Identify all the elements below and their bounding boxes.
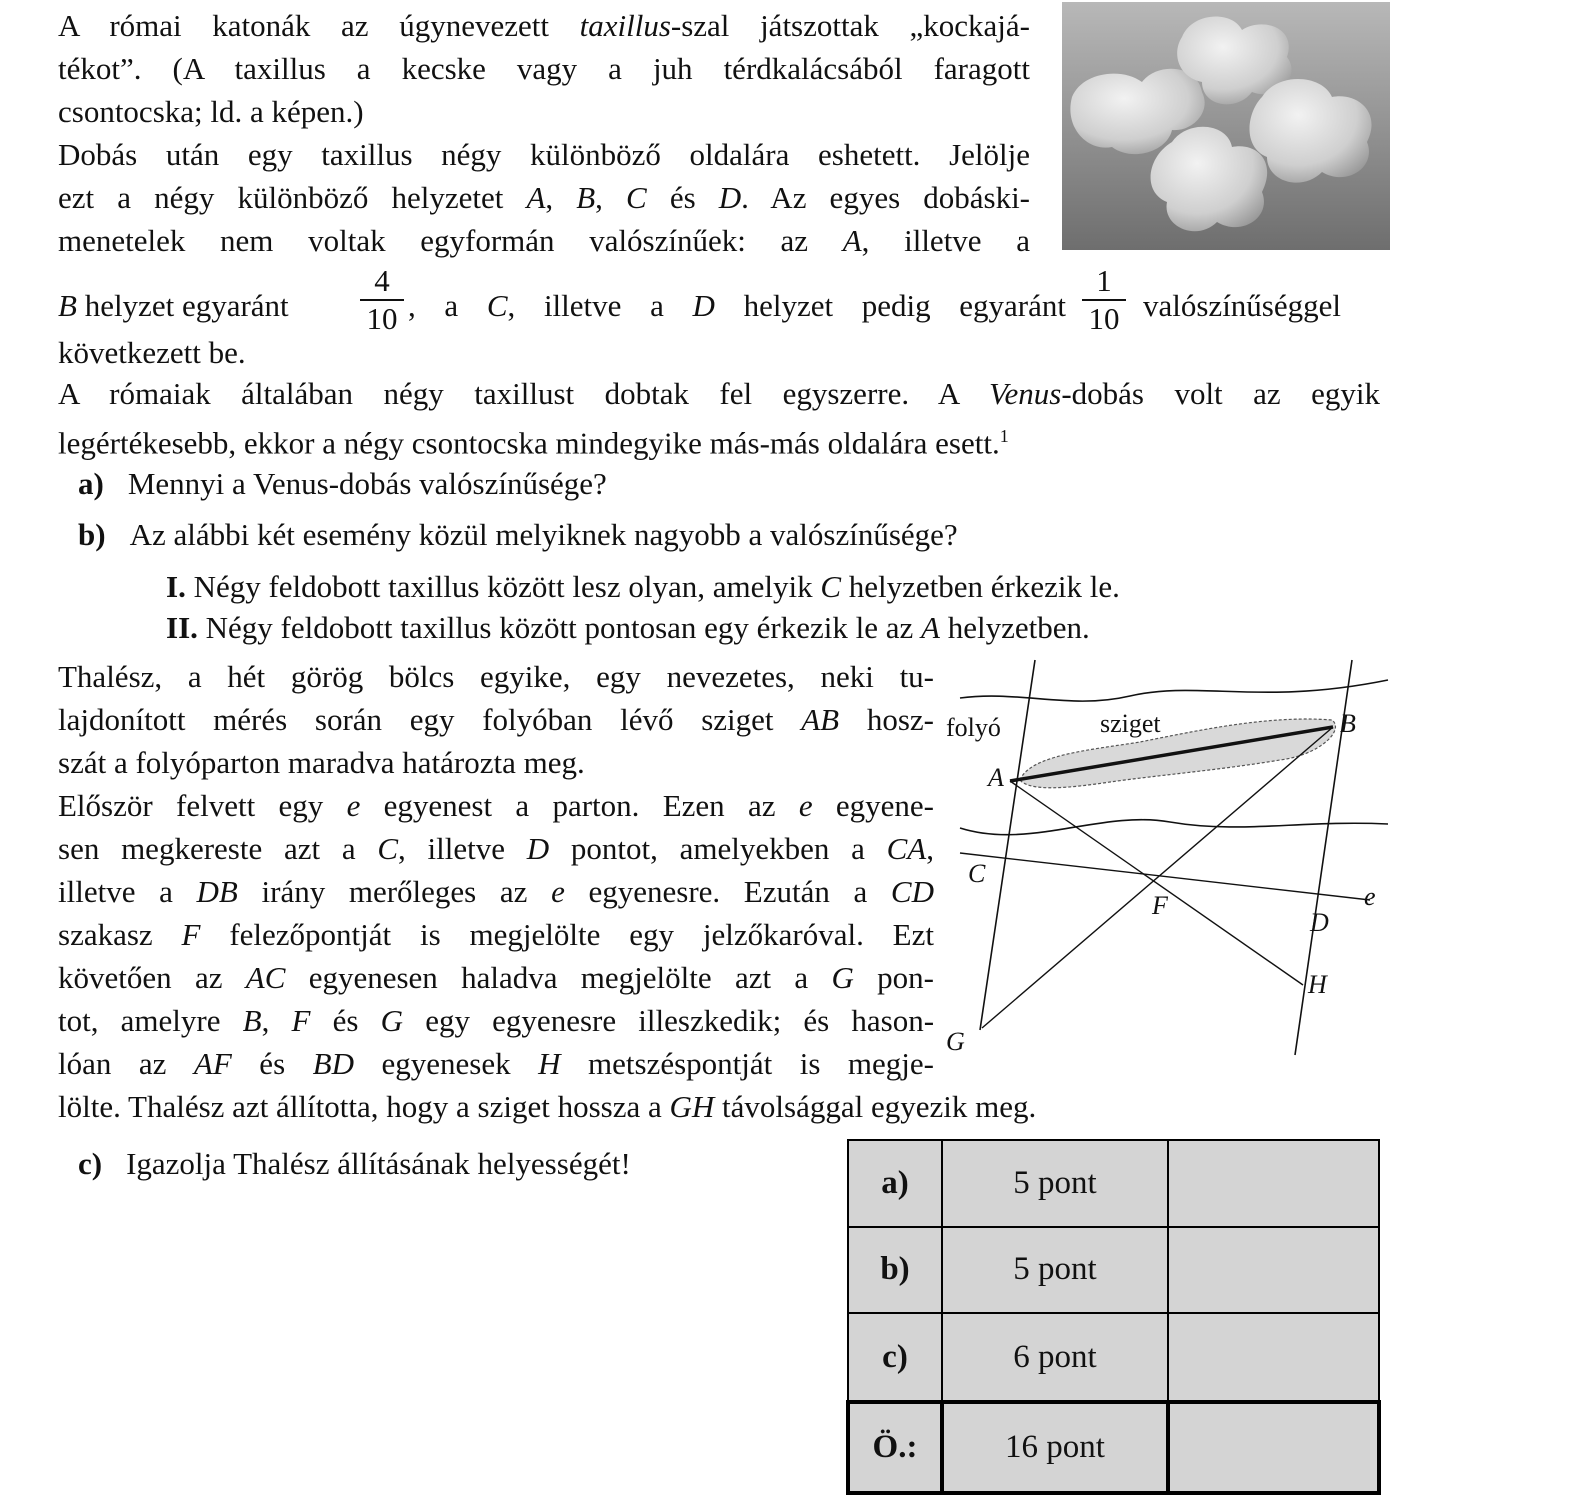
row-label: b) bbox=[848, 1227, 942, 1314]
score-row-c bbox=[848, 1313, 1379, 1402]
row-score-cell[interactable] bbox=[1168, 1140, 1379, 1227]
row-score-cell[interactable] bbox=[1168, 1402, 1379, 1493]
intro-line-10: legértékesebb, ekkor a négy csontocska mindegyike más-más oldalára esett.$^1$ bbox=[58, 425, 1009, 461]
intro-line-7-end: valószínűséggel bbox=[1143, 288, 1342, 323]
thales-line-10: lóan az AF és BD egyenesek H metszéspontját is megje- bbox=[58, 1046, 935, 1081]
row-points: 16 pont bbox=[942, 1402, 1168, 1493]
thales-figure bbox=[946, 660, 1388, 1078]
label-e: e bbox=[1364, 882, 1376, 911]
label-F: F bbox=[1152, 891, 1168, 920]
footnote-mark: 1 bbox=[999, 426, 1009, 446]
score-row-b bbox=[848, 1227, 1379, 1314]
intro-line-9: A rómaiak általában négy taxillust dobtak fel egyszerre. A Venus-dobás volt az egyik bbox=[58, 376, 1380, 411]
label-C: C bbox=[968, 859, 986, 888]
fraction-4-10: $\frac{4}{10}$ bbox=[360, 263, 404, 337]
label-river: folyó bbox=[946, 713, 1001, 742]
score-row-total bbox=[848, 1402, 1379, 1493]
row-score-cell[interactable] bbox=[1168, 1313, 1379, 1402]
intro-line-6: menetelek nem voltak egyformán valószínűek: az A, illetve a bbox=[58, 223, 1030, 258]
score-table bbox=[846, 1139, 1381, 1495]
river-bank-top bbox=[960, 680, 1388, 701]
thales-line-7: szakasz F felezőpontját is megjelölte egy jelzőkaróval. Ezt bbox=[58, 917, 934, 952]
thales-line-11: lölte. Thalész azt állította, hogy a sziget hossza a GH távolsággal egyezik meg. bbox=[58, 1089, 1037, 1124]
question-b: b) Az alábbi két esemény közül melyiknek nagyobb a valószínűsége? bbox=[78, 517, 958, 552]
row-points: 5 pont bbox=[942, 1227, 1168, 1314]
intro-line-5: ezt a négy különböző helyzetet A, B, C és D. Az egyes dobáski- bbox=[58, 180, 1031, 215]
event-I: I. Négy feldobott taxillus között lesz olyan, amelyik C helyzetben érkezik le. bbox=[166, 569, 1120, 604]
row-label: Ö.: bbox=[848, 1402, 942, 1493]
intro-line-7-start: B helyzet egyaránt bbox=[58, 288, 289, 323]
label-B: B bbox=[1340, 709, 1356, 738]
thales-line-1: Thalész, a hét görög bölcs egyike, egy nevezetes, neki tu- bbox=[58, 659, 934, 694]
thales-line-4: Először felvett egy e egyenest a parton. Ezen az e egyene- bbox=[58, 788, 934, 823]
taxillus-photo bbox=[1062, 2, 1390, 250]
thales-line-3: szát a folyóparton maradva határozta meg. bbox=[58, 745, 585, 780]
thales-line-9: tot, amelyre B, F és G egy egyenesre illeszkedik; és hason- bbox=[58, 1003, 935, 1038]
thales-line-8: követően az AC egyenesen haladva megjelölte azt a G pon- bbox=[58, 960, 934, 995]
question-a: a) Mennyi a Venus-dobás valószínűsége? bbox=[78, 466, 607, 501]
score-row-a bbox=[848, 1140, 1379, 1227]
label-G: G bbox=[946, 1027, 965, 1056]
label-H: H bbox=[1308, 970, 1327, 999]
label-island: sziget bbox=[1100, 709, 1161, 738]
row-score-cell[interactable] bbox=[1168, 1227, 1379, 1314]
row-points: 6 pont bbox=[942, 1313, 1168, 1402]
intro-line-3: csontocska; ld. a képen.) bbox=[58, 94, 364, 129]
event-II: II. Négy feldobott taxillus között pontosan egy érkezik le az A helyzetben. bbox=[166, 610, 1090, 645]
row-label: a) bbox=[848, 1140, 942, 1227]
thales-line-5: sen megkereste azt a C, illetve D pontot, amelyekben a CA, bbox=[58, 831, 934, 866]
label-A: A bbox=[988, 763, 1004, 792]
intro-line-2: tékot”. (A taxillus a kecske vagy a juh térdkalácsából faragott bbox=[58, 51, 1030, 86]
question-c: c) Igazolja Thalész állításának helyességét! bbox=[78, 1146, 631, 1181]
line-A-H bbox=[1010, 781, 1303, 985]
intro-line-7-middle: , a C, illetve a D helyzet pedig egyaránt bbox=[408, 288, 1066, 323]
row-points: 5 pont bbox=[942, 1140, 1168, 1227]
intro-line-4: Dobás után egy taxillus négy különböző oldalára eshetett. Jelölje bbox=[58, 137, 1030, 172]
river-bank-bottom bbox=[960, 820, 1388, 835]
fraction-1-10: $\frac{1}{10}$ bbox=[1082, 263, 1126, 337]
label-D: D bbox=[1310, 908, 1329, 937]
row-label: c) bbox=[848, 1313, 942, 1402]
thales-line-2: lajdonított mérés során egy folyóban lévő sziget AB hosz- bbox=[58, 702, 934, 737]
intro-line-8: következett be. bbox=[58, 335, 246, 370]
intro-line-1: A római katonák az úgynevezett taxillus-szal játszottak „kockajá- bbox=[58, 8, 1030, 43]
thales-line-6: illetve a DB irány merőleges az e egyenesre. Ezután a CD bbox=[58, 874, 934, 909]
